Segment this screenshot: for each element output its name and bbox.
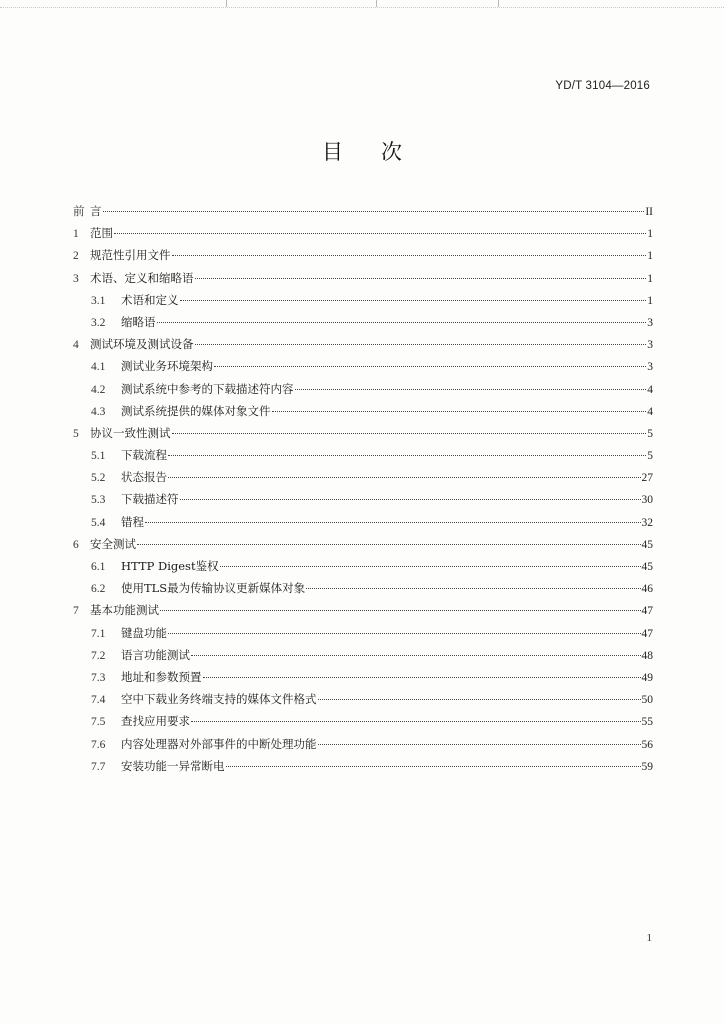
toc-entry[interactable] — [73, 355, 653, 377]
toc-entry-page: 45 — [641, 538, 653, 551]
toc-entry[interactable] — [73, 710, 653, 732]
toc-entry[interactable] — [73, 222, 653, 244]
toc-entry-number: 4.1 — [91, 361, 106, 374]
toc-dot-leader — [137, 544, 641, 545]
toc-dot-leader — [172, 255, 647, 256]
toc-entry-title: 下载流程 — [121, 448, 167, 463]
toc-entry-page: 48 — [641, 649, 653, 662]
toc-entry[interactable] — [73, 599, 653, 621]
toc-entry-number: 5 — [73, 427, 79, 440]
toc-entry-page: 47 — [641, 605, 653, 618]
toc-entry[interactable] — [73, 311, 653, 333]
toc-entry-page: 27 — [641, 472, 653, 485]
toc-entry-page: 4 — [647, 383, 653, 396]
toc-entry-title: 缩略语 — [121, 314, 156, 329]
toc-entry-number: 7 — [73, 605, 79, 618]
toc-dot-leader — [195, 344, 647, 345]
toc-entry-title: 错程 — [121, 514, 144, 529]
toc-entry-title: 测试系统提供的媒体对象文件 — [121, 403, 271, 418]
toc-entry-page: 5 — [647, 427, 653, 440]
toc-entry-title: 术语、定义和缩略语 — [90, 270, 194, 285]
toc-entry-title: 查找应用要求 — [121, 714, 190, 729]
toc-entry-title: 地址和参数预置 — [121, 669, 202, 684]
toc-entry-page: II — [645, 206, 653, 218]
toc-entry-number: 1 — [73, 228, 79, 241]
toc-entry[interactable] — [73, 533, 653, 555]
toc-entry-number: 7.3 — [91, 671, 106, 684]
toc-dot-leader — [214, 366, 646, 367]
toc-entry-title: 状态报告 — [121, 470, 167, 485]
toc-entry[interactable] — [73, 755, 653, 777]
toc-dot-leader — [160, 610, 641, 611]
toc-entry-page: 3 — [647, 339, 653, 352]
toc-entry-number: 6 — [73, 538, 79, 551]
toc-dot-leader — [203, 677, 641, 678]
toc-dot-leader — [318, 744, 641, 745]
toc-entry[interactable] — [73, 200, 653, 222]
toc-entry[interactable] — [73, 688, 653, 710]
toc-dot-leader — [157, 322, 647, 323]
toc-dot-leader — [306, 588, 640, 589]
toc-entry-number: 4.3 — [91, 405, 106, 418]
toc-entry[interactable] — [73, 622, 653, 644]
toc-entry-page: 59 — [641, 760, 653, 773]
toc-entry-title: 内容处理器对外部事件的中断处理功能 — [121, 736, 317, 751]
toc-entry-page: 50 — [641, 694, 653, 707]
toc-entry-title: 测试系统中参考的下载描述符内容 — [121, 381, 294, 396]
toc-entry-number: 7.1 — [91, 627, 106, 640]
toc-entry-title: 下载描述符 — [121, 492, 179, 507]
toc-entry[interactable] — [73, 444, 653, 466]
toc-entry-title: 安装功能一异常断电 — [121, 758, 225, 773]
toc-entry[interactable] — [73, 466, 653, 488]
toc-entry[interactable] — [73, 666, 653, 688]
toc-entry[interactable] — [73, 267, 653, 289]
toc-entry-number: 7.4 — [91, 694, 106, 707]
toc-entry-title: 范围 — [90, 226, 113, 241]
toc-entry-number: 7.6 — [91, 738, 106, 751]
toc-entry-page: 1 — [647, 228, 653, 241]
toc-entry-page: 56 — [641, 738, 653, 751]
toc-dot-leader — [168, 633, 641, 634]
toc-entry-title: 使用TLS最为传输协议更新媒体对象 — [121, 581, 306, 596]
toc-dot-leader — [114, 233, 646, 234]
toc-entry[interactable] — [73, 733, 653, 755]
toc-dot-leader — [195, 278, 647, 279]
toc-entry-title: 规范性引用文件 — [90, 248, 171, 263]
toc-entry-page: 47 — [641, 627, 653, 640]
toc-entry-page: 45 — [641, 561, 653, 573]
toc-dot-leader — [272, 411, 647, 412]
toc-entry-page: 5 — [647, 450, 653, 463]
toc-entry[interactable] — [73, 333, 653, 355]
toc-entry-title: 协议一致性测试 — [90, 425, 171, 440]
toc-dot-leader — [191, 721, 641, 722]
toc-dot-leader — [168, 477, 641, 478]
toc-entry[interactable] — [73, 244, 653, 266]
toc-dot-leader — [168, 455, 646, 456]
page-title: 目次 — [322, 140, 440, 164]
toc-entry[interactable] — [73, 577, 653, 599]
toc-entry[interactable] — [73, 488, 653, 510]
toc-entry-number: 3.1 — [91, 294, 106, 307]
toc-dot-leader — [103, 211, 645, 212]
toc-entry-title: 键盘功能 — [121, 625, 167, 640]
scan-tick-mark — [226, 0, 227, 7]
toc-entry-page: 46 — [641, 583, 653, 596]
toc-entry-number: 3 — [73, 272, 79, 285]
toc-entry[interactable] — [73, 511, 653, 533]
toc-entry-title: HTTP Digest鉴权 — [121, 559, 219, 573]
toc-entry-page: 32 — [641, 516, 653, 529]
toc-entry-page: 30 — [641, 494, 653, 507]
toc-entry-page: 49 — [641, 671, 653, 684]
scan-tick-mark — [376, 0, 377, 7]
toc-entry-number: 4 — [73, 339, 79, 352]
toc-entry-number: 5.4 — [91, 516, 106, 529]
toc-entry-number: 7.2 — [91, 649, 106, 662]
toc-entry-number: 5.3 — [91, 494, 106, 507]
toc-entry-number: 3.2 — [91, 316, 106, 329]
toc-entry[interactable] — [73, 644, 653, 666]
toc-dot-leader — [295, 389, 647, 390]
toc-entry-number: 前 — [73, 206, 85, 218]
table-of-contents — [73, 200, 653, 777]
toc-entry-page: 55 — [641, 716, 653, 729]
toc-entry-page: 3 — [647, 316, 653, 329]
toc-dot-leader — [226, 766, 641, 767]
toc-entry-number: 5.2 — [91, 472, 106, 485]
toc-entry-page: 4 — [647, 405, 653, 418]
toc-entry-page: 1 — [647, 250, 653, 263]
toc-entry-number: 6.2 — [91, 583, 106, 596]
toc-dot-leader — [172, 433, 647, 434]
toc-entry[interactable] — [73, 422, 653, 444]
toc-entry-title: 测试业务环境架构 — [121, 359, 213, 374]
toc-entry-title: 空中下载业务终端支持的媒体文件格式 — [121, 692, 317, 707]
toc-entry[interactable] — [73, 555, 653, 577]
toc-entry-number: 5.1 — [91, 450, 106, 463]
toc-entry-title: 语言功能测试 — [121, 647, 190, 662]
toc-entry-page: 1 — [647, 272, 653, 285]
toc-entry-title: 言 — [90, 204, 102, 218]
toc-dot-leader — [318, 699, 641, 700]
toc-entry-title: 安全测试 — [90, 536, 136, 551]
toc-dot-leader — [180, 300, 647, 301]
toc-entry[interactable] — [73, 400, 653, 422]
toc-entry-number: 2 — [73, 250, 79, 263]
toc-dot-leader — [180, 499, 641, 500]
toc-entry[interactable] — [73, 289, 653, 311]
scan-tick-mark — [498, 0, 499, 7]
toc-entry-number: 7.5 — [91, 716, 106, 729]
page-number: 1 — [646, 932, 652, 944]
toc-dot-leader — [220, 566, 641, 567]
toc-dot-leader — [191, 655, 641, 656]
toc-entry-number: 7.7 — [91, 760, 106, 773]
toc-entry-number: 6.1 — [91, 561, 106, 573]
toc-entry-number: 4.2 — [91, 383, 106, 396]
toc-entry[interactable] — [73, 378, 653, 400]
toc-entry-page: 3 — [647, 361, 653, 374]
document-code: YD/T 3104—2016 — [555, 80, 650, 92]
toc-entry-title: 基本功能测试 — [90, 603, 159, 618]
scan-edge-artifact — [0, 0, 724, 8]
toc-entry-title: 测试环境及测试设备 — [90, 337, 194, 352]
toc-entry-title: 术语和定义 — [121, 292, 179, 307]
toc-entry-page: 1 — [647, 294, 653, 307]
toc-dot-leader — [145, 522, 641, 523]
